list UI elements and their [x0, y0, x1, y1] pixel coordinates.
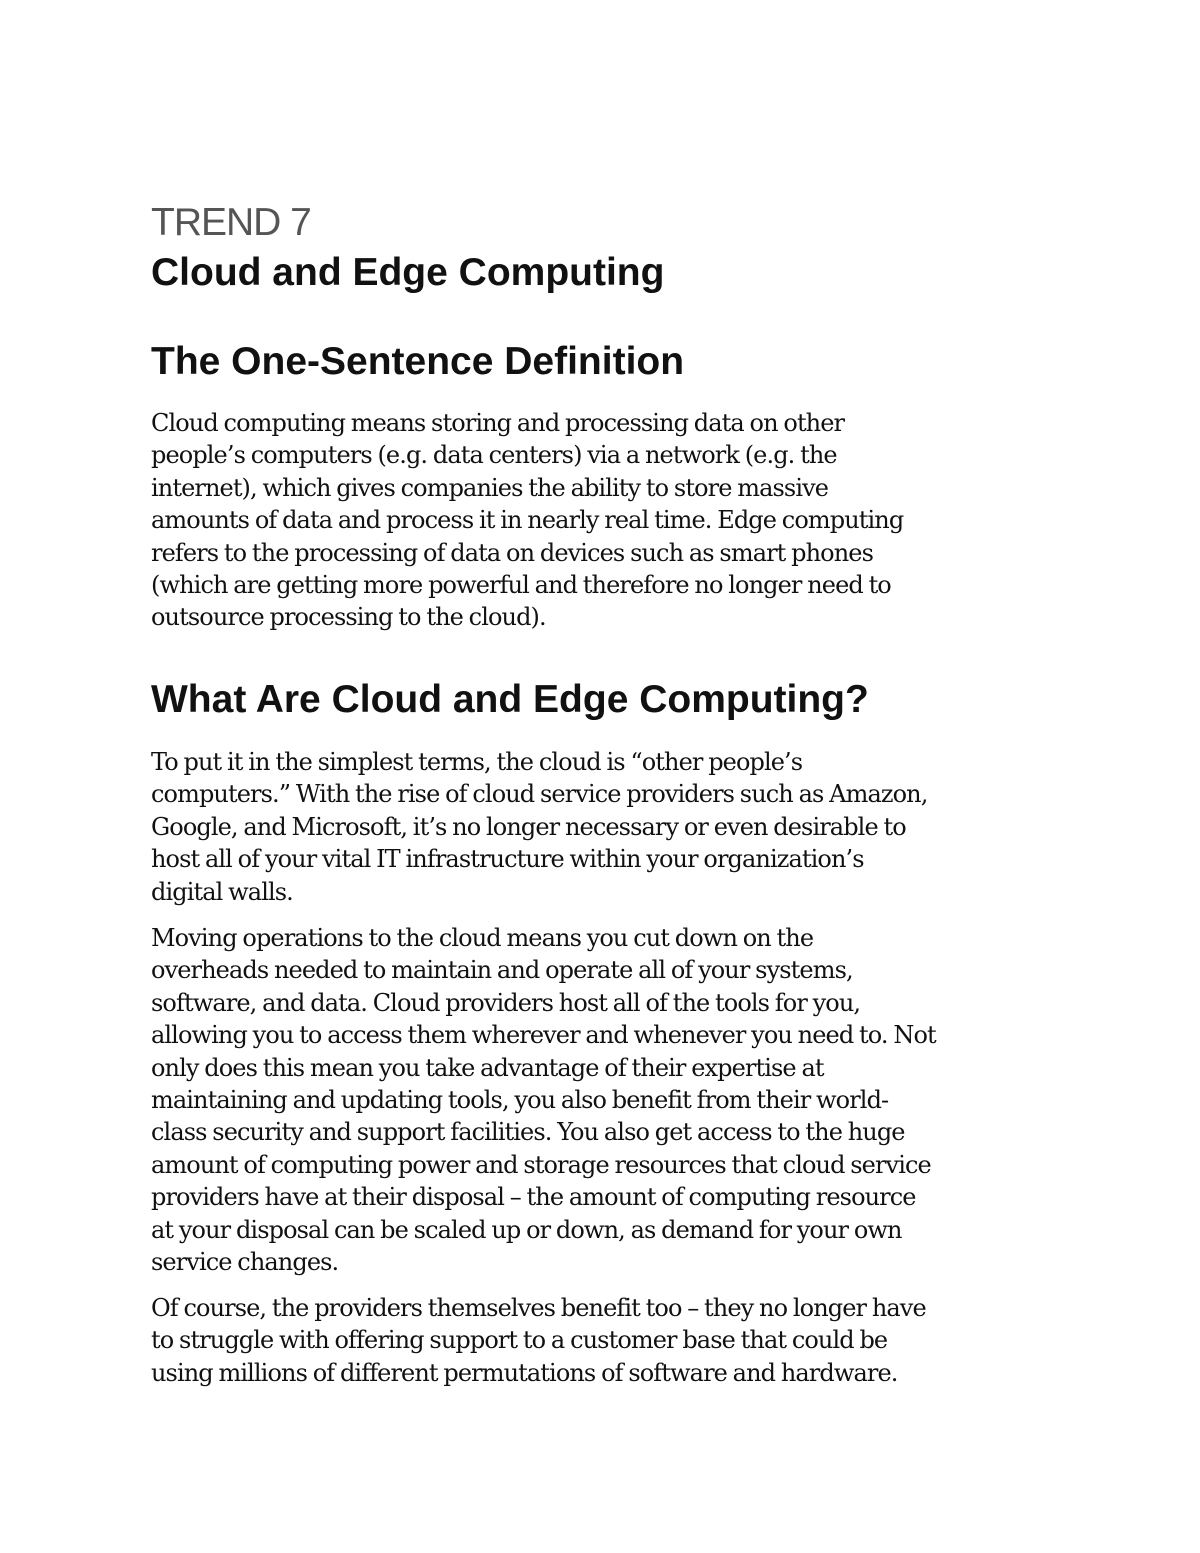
section-heading-definition: The One-Sentence Definition — [151, 340, 685, 383]
trend-title: Cloud and Edge Computing — [151, 251, 665, 294]
section-heading-what-are: What Are Cloud and Edge Computing? — [151, 678, 869, 721]
body-paragraph-2: Moving operations to the cloud means you cut down on the overheads needed to maintain and operate all of your systems, software, and data. Cloud providers host all of the tools for you, allowing you to access them wherever and whenever you need to. Not only does this mean you take advantage of their expertise at maintaining and updating tools, you also benefit from their world- class security and support facilities. You also get access to the huge amount of computing power and storage resources that cloud service providers have at their disposal – the amount of computing resource at your disposal can be scaled up or down, as demand for your own service changes. — [151, 924, 936, 1277]
definition-paragraph: Cloud computing means storing and processing data on other people’s computers (e.g. data centers) via a network (e.g. the internet), which gives companies the ability to store massive amounts of data and process it in nearly real time. Edge computing refers to the processing of data on devices such as smart phones (which are getting more powerful and therefore no longer need to outsource processing to the cloud). — [151, 409, 904, 632]
trend-label: TREND 7 — [151, 201, 311, 244]
body-paragraph-1: To put it in the simplest terms, the cloud is “other people’s computers.” With the rise of cloud service providers such as Amazon, Google, and Microsoft, it’s no longer necessary or even desirable to host all of your vital IT infrastructure within your organization’s digital walls. — [151, 748, 928, 906]
body-paragraph-3: Of course, the providers themselves benefit too – they no longer have to struggle with offering support to a customer base that could be using millions of different permutations of software and hardware. — [151, 1294, 926, 1387]
